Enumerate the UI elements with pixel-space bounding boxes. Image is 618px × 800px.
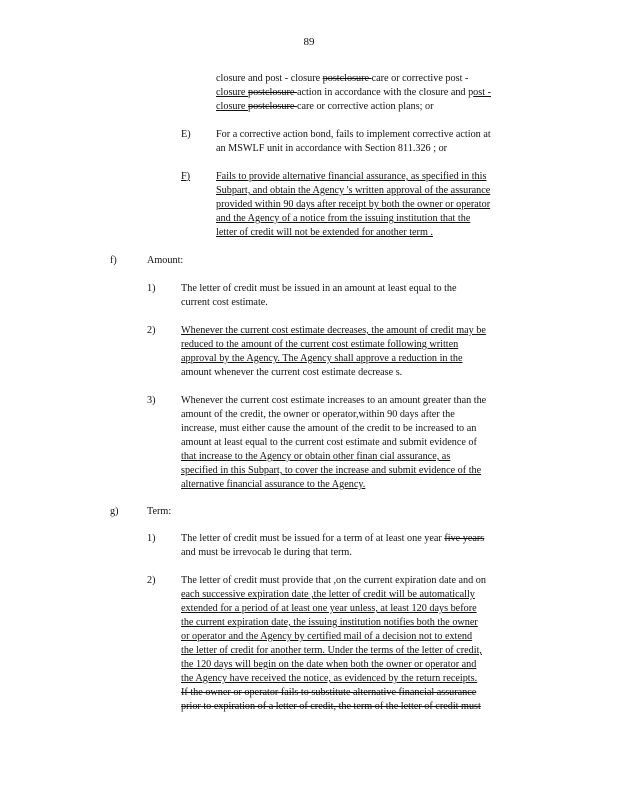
inserted-text: reduced to the amount of the current cost estimate following written xyxy=(181,339,459,350)
term-item-line xyxy=(181,574,486,588)
section-label-f: f) xyxy=(110,255,117,266)
term-item-line xyxy=(181,658,476,672)
inserted-text: each successive expiration date ,the letter of credit will be automatically xyxy=(181,589,475,600)
inserted-text: approval by the Agency. The Agency shall approve a reduction in the xyxy=(181,353,463,364)
inserted-text: Subpart, and obtain the Agency 's written approval of the assurance xyxy=(216,185,491,196)
text-run: amount of the credit, the owner or operator,within 90 days after the xyxy=(181,409,455,420)
text-run: action in accordance with the closure and p xyxy=(296,87,474,98)
text-run: care or corrective post - xyxy=(371,73,469,84)
inserted-text: that increase to the Agency or obtain other finan cial assurance, as xyxy=(181,451,451,462)
text-run: For a corrective action bond, fails to implement corrective action at xyxy=(216,129,491,140)
inserted-text: ost - xyxy=(473,87,491,98)
text-run: The letter of credit must be issued in an amount at least equal to the xyxy=(181,283,457,294)
inserted-text: c xyxy=(216,87,221,98)
inserted-text: the letter of credit for another term. Under the terms of the letter of credit, xyxy=(181,645,482,656)
amount-item-line xyxy=(181,478,365,492)
continuation-line xyxy=(216,72,468,86)
section-heading-term: Term: xyxy=(147,506,172,517)
deleted-text: five years xyxy=(444,533,485,544)
amount-item-line xyxy=(181,464,481,478)
amount-item-line xyxy=(181,436,477,450)
amount-item-label: 2) xyxy=(147,325,156,336)
term-item-label: 1) xyxy=(147,533,156,544)
text-run: and must be irrevocab le during that term. xyxy=(181,547,352,558)
deleted-text: If the owner or operator fails to substitute alternative financial assurance xyxy=(181,687,477,698)
amount-item-line xyxy=(181,282,457,296)
term-item-label: 2) xyxy=(147,575,156,586)
text-run: increase, must either cause the amount of the credit to be increased to an xyxy=(181,423,477,434)
term-item-line xyxy=(181,546,352,560)
item-F-line xyxy=(216,212,470,226)
text-run: an MSWLF unit in accordance with Section 811.326 ; or xyxy=(216,143,448,154)
deleted-text: prior to expiration of a letter of credit, the term of the letter of credit must xyxy=(181,701,481,712)
amount-item-line xyxy=(181,338,458,352)
inserted-text: the current expiration date, the issuing institution notifies both the owner xyxy=(181,617,478,628)
inserted-text: or operator and the Agency by certified mail of a decision not to extend xyxy=(181,631,473,642)
text-run: The letter of credit must be issued for a term of at least one year xyxy=(181,533,445,544)
term-item-line xyxy=(181,630,472,644)
term-item-line xyxy=(181,588,475,602)
inserted-text: the Agency have received the notice, as evidenced by the return receipts. xyxy=(181,673,478,684)
text-run: amount at least equal to the current cost estimate and submit evidence of xyxy=(181,437,477,448)
deleted-text: postclosure xyxy=(247,87,297,98)
amount-item-line xyxy=(181,366,402,380)
inserted-text: specified in this Subpart, to cover the increase and submit evidence of the xyxy=(181,465,482,476)
amount-item-line xyxy=(181,324,486,338)
deleted-text: postclosure xyxy=(322,73,372,84)
section-label-g: g) xyxy=(110,506,119,517)
amount-item-line xyxy=(181,352,462,366)
item-F-line xyxy=(216,226,433,240)
inserted-text: provided within 90 days after receipt by both the owner or operator xyxy=(216,199,491,210)
term-item-line xyxy=(181,700,481,714)
continuation-line xyxy=(216,86,491,100)
text-run: current cost estimate. xyxy=(181,297,268,308)
item-E-line xyxy=(216,128,491,142)
item-label-F: F) xyxy=(181,171,191,182)
term-item-line xyxy=(181,686,476,700)
amount-item-line xyxy=(181,296,268,310)
item-F-line xyxy=(216,184,490,198)
amount-item-line xyxy=(181,450,450,464)
text-run: closure and post - closure xyxy=(216,73,323,84)
inserted-text: extended for a period of at least one year unless, at least 120 days before xyxy=(181,603,477,614)
term-item-line xyxy=(181,672,477,686)
amount-item-label: 1) xyxy=(147,283,156,294)
amount-item-line xyxy=(181,408,455,422)
inserted-text: the 120 days will begin on the date when both the owner or operator and xyxy=(181,659,477,670)
text-run: care or corrective action plans; or xyxy=(296,101,434,112)
inserted-text: Whenever the current cost estimate decreases, the amount of credit may be xyxy=(181,325,486,336)
term-item-line xyxy=(181,616,478,630)
term-item-line xyxy=(181,532,484,546)
inserted-text: and the Agency of a notice from the issuing institution that the xyxy=(216,213,471,224)
amount-item-line xyxy=(181,422,476,436)
item-label-E: E) xyxy=(181,129,191,140)
text-run: Whenever the current cost estimate increases to an amount greater than the xyxy=(181,395,487,406)
inserted-text: Fails to provide alternative financial assurance, as specified in this xyxy=(216,171,487,182)
continuation-line xyxy=(216,100,434,114)
amount-item-label: 3) xyxy=(147,395,156,406)
text-run: amount whenever the current cost estimate decrease s. xyxy=(181,367,403,378)
deleted-text: postclosure xyxy=(247,101,297,112)
inserted-text: alternative financial assurance to the Agency. xyxy=(181,479,366,490)
item-F-line xyxy=(216,198,490,212)
inserted-text: letter of credit will not be extended for another term . xyxy=(216,227,433,238)
item-E-line xyxy=(216,142,447,156)
section-heading-amount: Amount: xyxy=(147,255,184,266)
inserted-text: losure xyxy=(220,101,248,112)
inserted-text: losure xyxy=(220,87,248,98)
page-number: 89 xyxy=(303,36,315,48)
text-run: The letter of credit must provide that ,on the current expiration date and on xyxy=(181,575,486,586)
item-F-line xyxy=(216,170,486,184)
amount-item-line xyxy=(181,394,486,408)
term-item-line xyxy=(181,644,482,658)
term-item-line xyxy=(181,602,477,616)
inserted-text: c xyxy=(216,101,221,112)
